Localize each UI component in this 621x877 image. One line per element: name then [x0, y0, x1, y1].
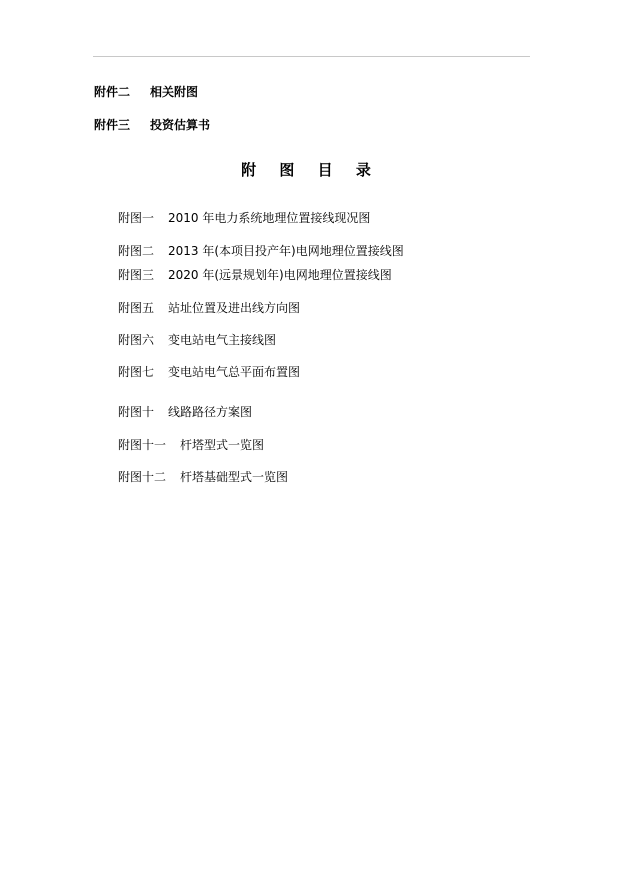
figure-code: 附图十 [118, 405, 155, 419]
figure-title: 杆塔型式一览图 [180, 438, 265, 452]
figure-title: 2013 年(本项目投产年)电网地理位置接线图 [168, 244, 404, 258]
figure-code: 附图十一 [118, 438, 167, 452]
figure-entry [118, 364, 300, 380]
annex-entry [94, 117, 210, 133]
figure-code: 附图十二 [118, 470, 167, 484]
annex-title: 相关附图 [150, 85, 199, 99]
annex-entry [94, 84, 198, 100]
figure-title: 杆塔基础型式一览图 [180, 470, 289, 484]
figure-entry [118, 437, 264, 453]
figure-entry [118, 210, 370, 226]
figure-code: 附图一 [118, 211, 155, 225]
annex-code: 附件二 [94, 85, 131, 99]
annex-code: 附件三 [94, 118, 131, 132]
figure-title: 变电站电气总平面布置图 [168, 365, 301, 379]
figure-entry [118, 469, 288, 485]
figure-code: 附图二 [118, 244, 155, 258]
figure-title: 站址位置及进出线方向图 [168, 301, 301, 315]
figure-code: 附图七 [118, 365, 155, 379]
figure-title: 变电站电气主接线图 [168, 333, 277, 347]
figure-entry [118, 300, 300, 316]
figure-entry [118, 243, 404, 259]
figures-heading: 附 图 目 录 [241, 161, 380, 179]
figure-entry [118, 267, 392, 283]
figure-title: 2020 年(远景规划年)电网地理位置接线图 [168, 268, 392, 282]
figure-entry [118, 404, 252, 420]
figure-title: 2010 年电力系统地理位置接线现况图 [168, 211, 371, 225]
annex-title: 投资估算书 [150, 118, 211, 132]
figure-entry [118, 332, 276, 348]
figure-code: 附图五 [118, 301, 155, 315]
figure-code: 附图三 [118, 268, 155, 282]
figure-code: 附图六 [118, 333, 155, 347]
figure-title: 线路路径方案图 [168, 405, 253, 419]
header-rule [93, 56, 530, 57]
